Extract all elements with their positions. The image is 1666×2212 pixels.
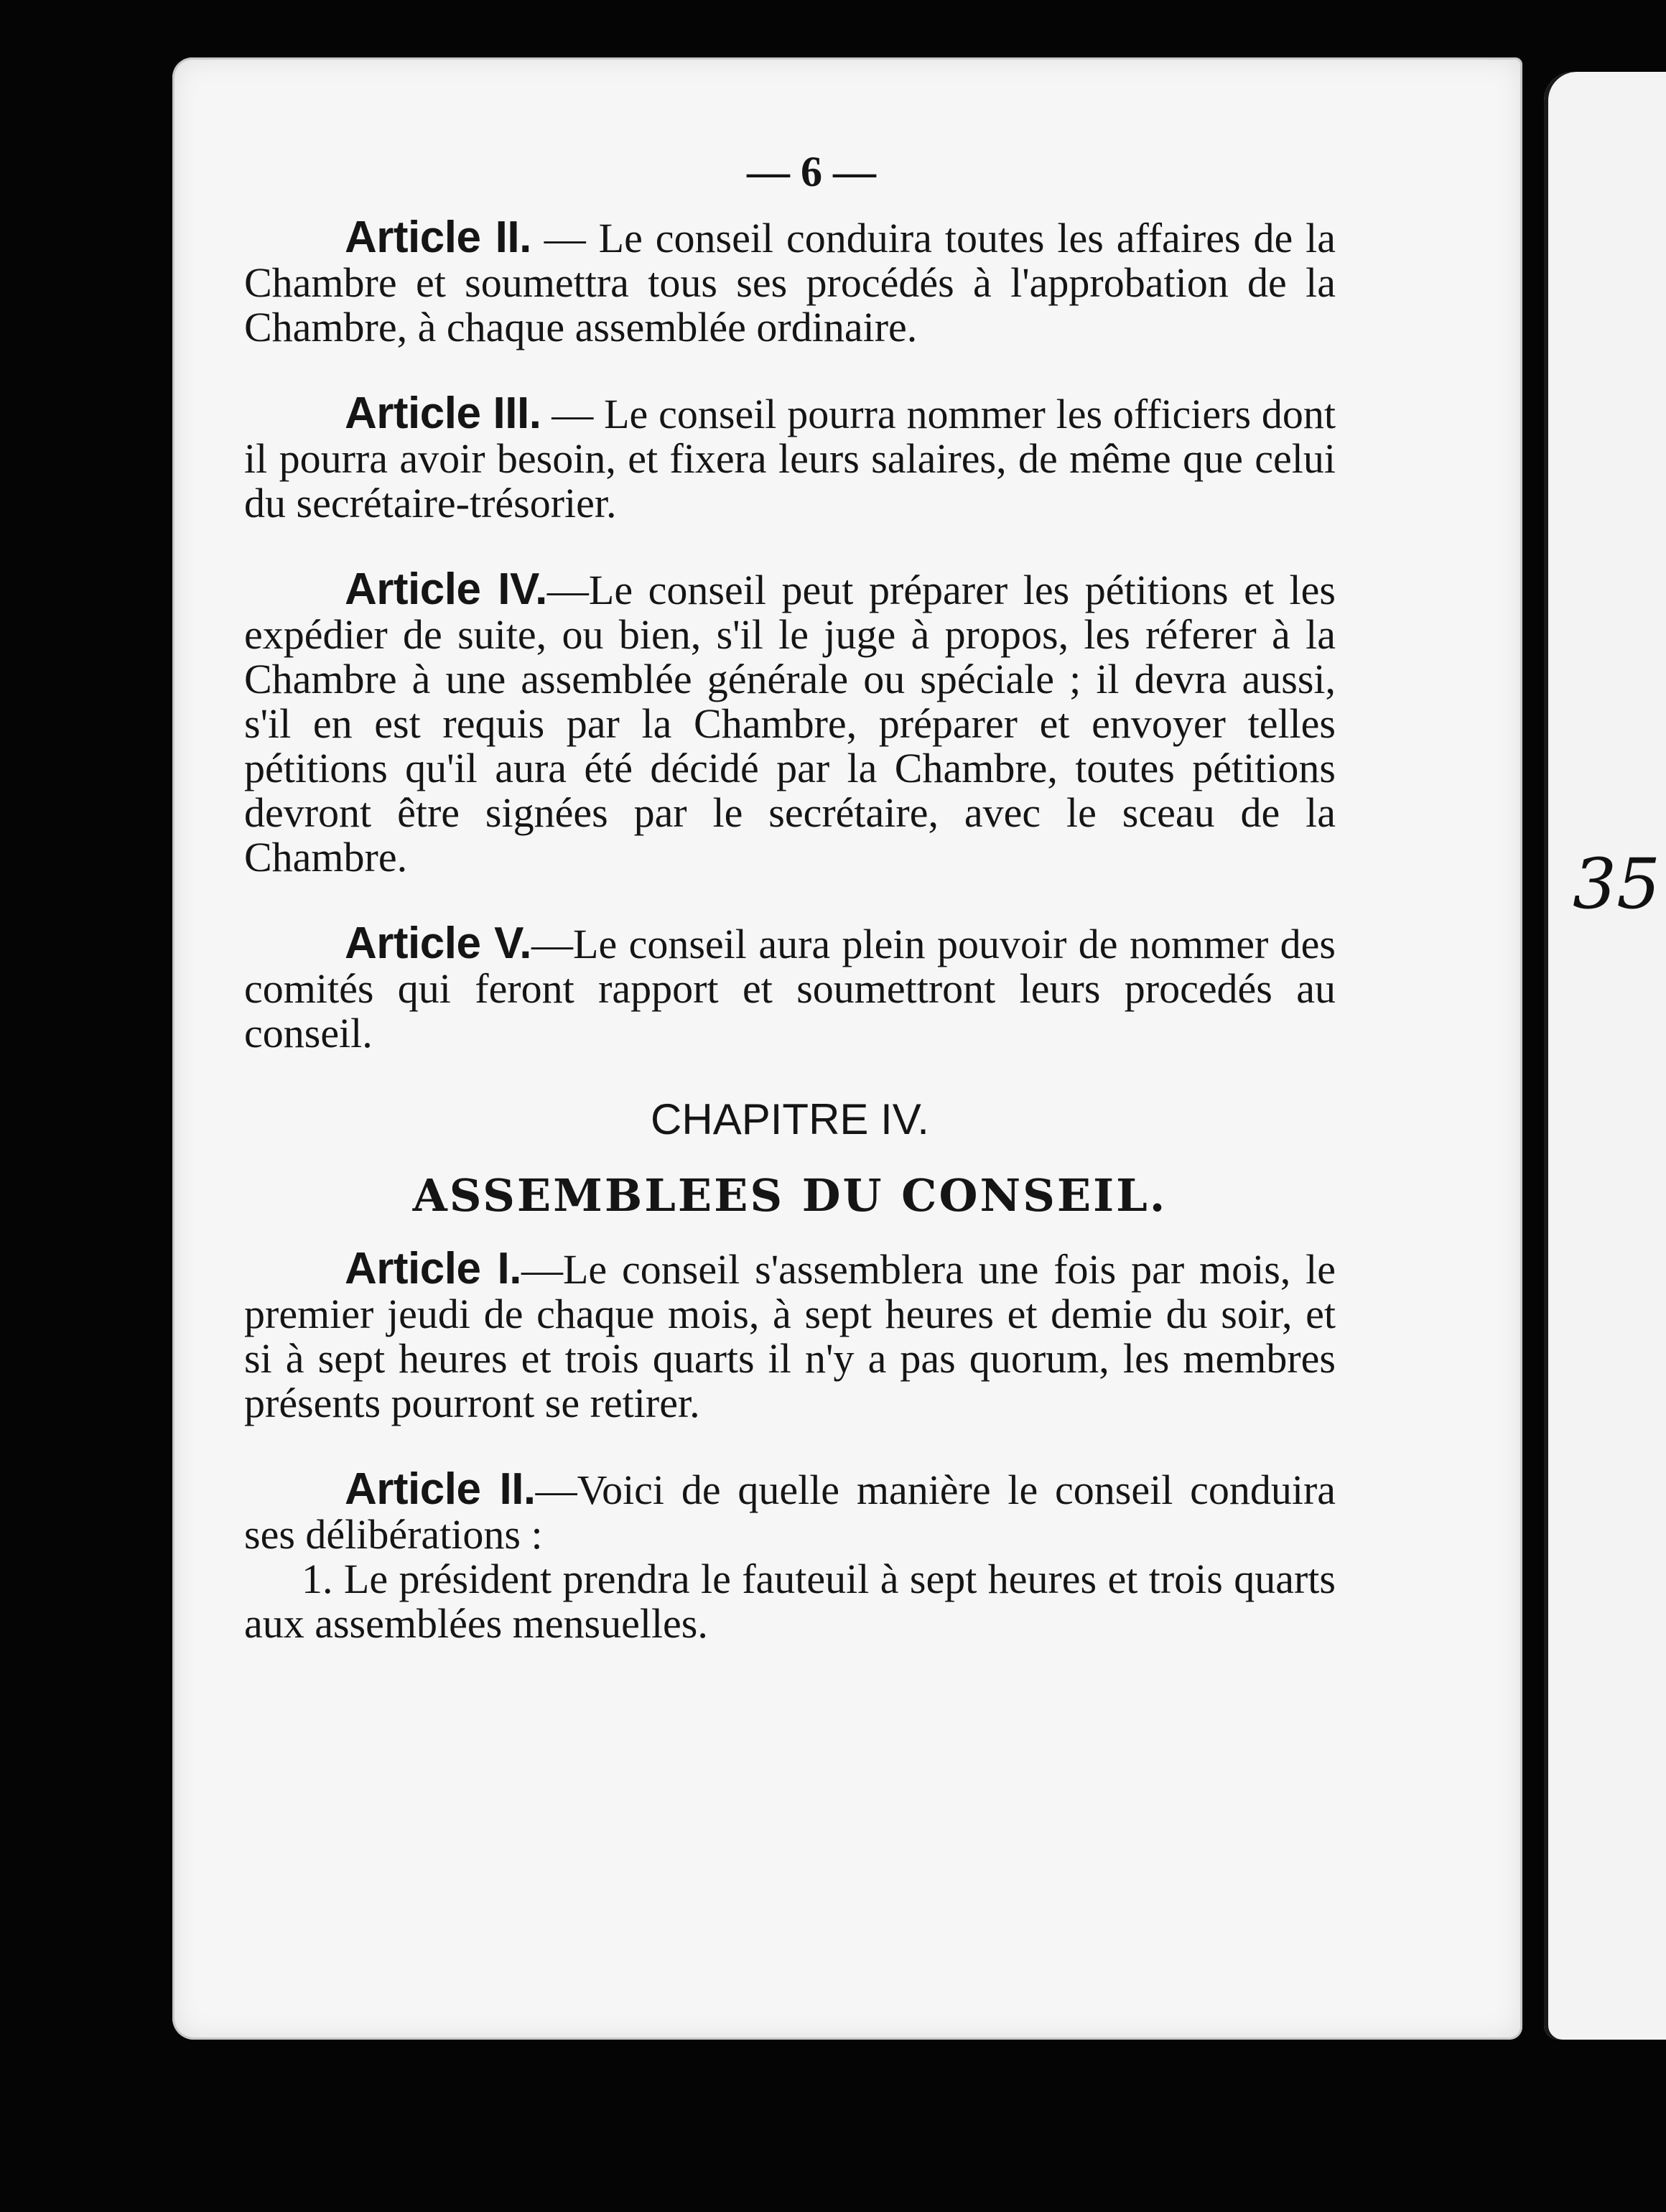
article-paragraph: [244, 1464, 1336, 1558]
article-text: —Le conseil s'assemblera une fois par mois, le premier jeudi de chaque mois, à sept heures et demie du soir, et si à sept heures et trois quarts il n'y a pas quorum, les membres présents pourront se retirer.: [244, 1246, 1336, 1426]
article-paragraph: [244, 921, 1336, 1056]
article-text: —Le conseil peut préparer les pétitions et les expédier de suite, ou bien, s'il le juge à propos, les réferer à la Chambre à une assemblée générale ou spéciale ; il devra aussi, s'il en est requis par la Chambre, préparer et envoyer telles pétitions qu'il aura été décidé par la Chambre, toutes pétitions devront être signées par le secrétaire, avec le sceau de la Chambre.: [244, 567, 1336, 880]
article-paragraph: [244, 215, 1336, 350]
page-number: — 6 —: [747, 148, 876, 195]
article-paragraph: [244, 564, 1336, 880]
list-item: 1. Le président prendra le fauteuil à sept heures et trois quarts aux assemblées mensuelles.: [244, 1556, 1336, 1647]
article-paragraph: [244, 1244, 1336, 1426]
article-heading: Article V.: [345, 919, 532, 968]
article-text: —Voici de quelle manière le conseil conduira ses délibérations :: [244, 1467, 1336, 1558]
article-heading: Article I.: [345, 1244, 521, 1293]
article-text: — Le conseil pourra nommer les officiers dont il pourra avoir besoin, et fixera leurs salaires, de même que celui du secrétaire-trésorier.: [244, 391, 1336, 526]
article-heading: Article II.: [345, 213, 531, 262]
chapter-title: CHAPITRE IV.: [651, 1095, 929, 1143]
article-heading: Article IV.: [345, 564, 547, 614]
adjacent-page-edge: [1544, 72, 1666, 2040]
section-title: ASSEMBLEES DU CONSEIL.: [412, 1169, 1168, 1222]
page-text: [244, 215, 1336, 1646]
article-paragraph: [244, 391, 1336, 526]
handwritten-margin-note: 35: [1573, 844, 1661, 924]
article-text: — Le conseil conduira toutes les affaires de la Chambre et soumettra tous ses procédés à l'approbation de la Chambre, à chaque assemblée ordinaire.: [244, 215, 1336, 350]
article-text: —Le conseil aura plein pouvoir de nommer des comités qui feront rapport et soumettront leurs procedés au conseil.: [244, 921, 1336, 1056]
article-heading: Article III.: [345, 389, 541, 438]
article-heading: Article II.: [345, 1464, 536, 1514]
